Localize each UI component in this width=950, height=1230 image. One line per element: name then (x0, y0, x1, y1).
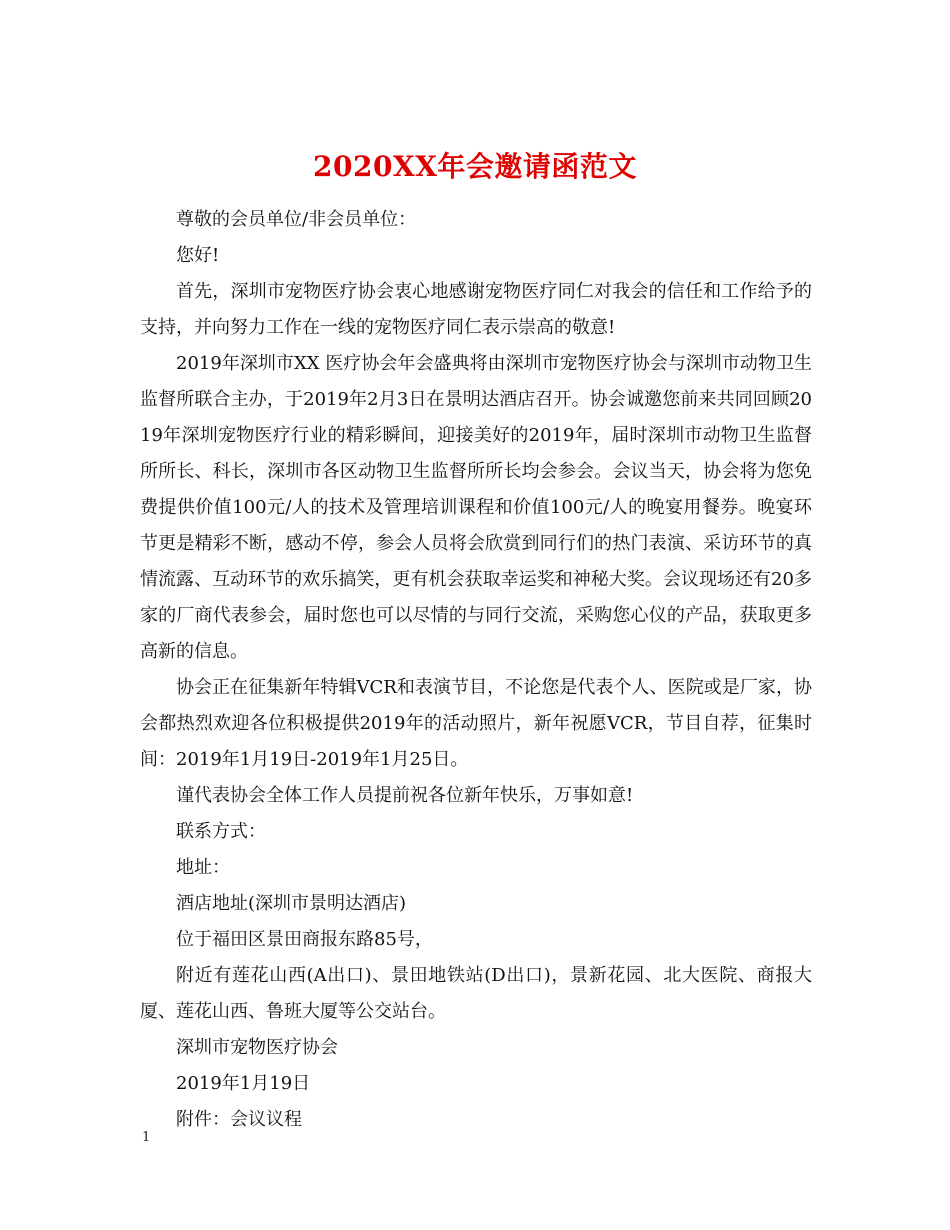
greeting: 您好! (176, 245, 220, 266)
sender-date: 2019年1月19日 (176, 1073, 311, 1094)
hotel-address: 酒店地址(深圳市景明达酒店) (176, 893, 407, 914)
nearby-transit: 附近有莲花山西(A出口)、景田地铁站(D出口)，景新花园、北大医院、商报大厦、莲花山西、鲁班大厦等公交站台。 (140, 965, 812, 1022)
street-address: 位于福田区景田商报东路85号， (176, 929, 433, 950)
address-heading: 地址： (176, 857, 230, 878)
paragraph-thanks: 首先，深圳市宠物医疗协会衷心地感谢宠物医疗同仁对我会的信任和工作给予的支持，并向努力工作在一线的宠物医疗同仁表示崇高的敬意! (140, 281, 812, 338)
attachment-note: 附件：会议议程 (176, 1109, 302, 1130)
document-title: 2020XX年会邀请函范文 (313, 149, 637, 183)
contact-heading: 联系方式： (176, 821, 266, 842)
salutation: 尊敬的会员单位/非会员单位： (176, 209, 417, 230)
paragraph-event-details: 2019年深圳市XX 医疗协会年会盛典将由深圳市宠物医疗协会与深圳市动物卫生监督所联合主办，于2019年2月3日在景明达酒店召开。协会诚邀您前来共同回顾2019年深圳宠物医疗行业的精彩瞬间，迎接美好的2019年，届时深圳市动物卫生监督所所长、科长，深圳市各区动物卫生监督所所长均会参会。会议当天，协会将为您免费提供价值100元/人的技术及管理培训课程和价值100元/人的晚宴用餐券。晚宴环节更是精彩不断，感动不停，参会人员将会欣赏到同行们的热门表演、采访环节的真情流露、互动环节的欢乐搞笑，更有机会获取幸运奖和神秘大奖。会议现场还有20多家的厂商代表参会，届时您也可以尽情的与同行交流，采购您心仪的产品，获取更多高新的信息。 (140, 353, 812, 662)
paragraph-collection: 协会正在征集新年特辑VCR和表演节目，不论您是代表个人、医院或是厂家，协会都热烈欢迎各位积极提供2019年的活动照片，新年祝愿VCR，节目自荐，征集时间：2019年1月19日-2019年1月25日。 (140, 677, 812, 770)
paragraph-wishes: 谨代表协会全体工作人员提前祝各位新年快乐，万事如意! (176, 785, 634, 806)
document-body (140, 202, 812, 1138)
page-number: 1 (142, 1130, 151, 1145)
sender-organization: 深圳市宠物医疗协会 (176, 1037, 338, 1058)
